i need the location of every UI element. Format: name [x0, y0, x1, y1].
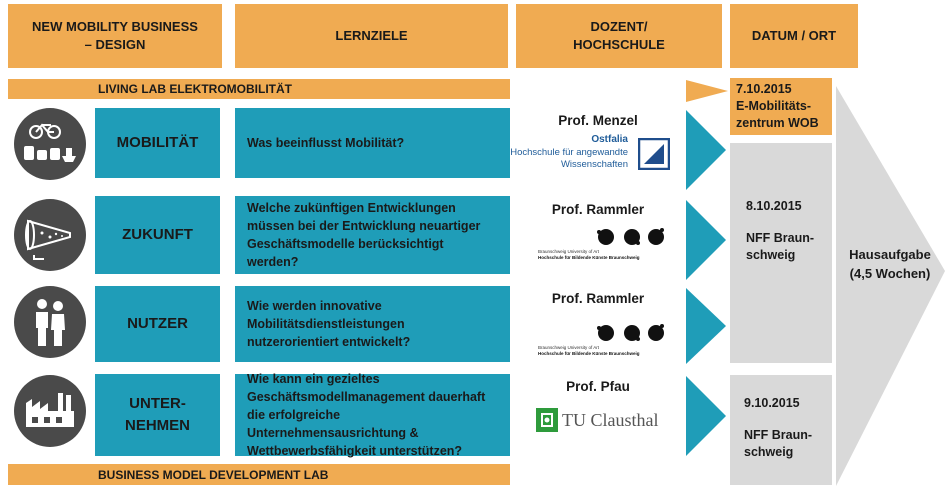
date2-box	[730, 143, 832, 363]
topic-zukunft	[95, 196, 220, 274]
living-lab-bar	[8, 79, 510, 99]
lecturer-1-name: Prof. Menzel	[558, 113, 638, 128]
homework-text	[840, 246, 940, 284]
topic-label: ZUKUNFT	[122, 225, 193, 243]
teal-arrow-1	[686, 110, 726, 190]
mobility-icon	[14, 108, 86, 180]
homework-line1: Hausaufgabe	[849, 247, 931, 262]
date2-place-line2: schweig	[746, 248, 796, 262]
lecturer-3-name: Prof. Rammler	[551, 291, 645, 306]
topic-unternehmen	[95, 374, 220, 456]
header-goals	[235, 4, 508, 68]
date1-arrow	[686, 80, 728, 102]
date1-place-line2: zentrum WOB	[736, 115, 819, 130]
ostfalia-line1: Hochschule für angewandte	[510, 147, 628, 158]
future-icon	[14, 199, 86, 271]
goal-text: Wie werden innovative Mobilitätsdienstleistungen nutzerorientiert entwickelt?	[247, 298, 411, 350]
goal-zukunft	[235, 196, 510, 274]
lecturer-2-name: Prof. Rammler	[551, 202, 645, 217]
goal-unternehmen	[235, 371, 510, 459]
enterprise-icon	[14, 375, 86, 447]
date3-date: 9.10.2015	[744, 396, 800, 410]
living-lab-label: LIVING LAB ELEKTROMOBILITÄT	[98, 82, 292, 96]
header-concept	[8, 4, 222, 68]
hbk-line2: Hochschule für Bildende Künste Braunschweig	[538, 351, 640, 356]
teal-arrow-4	[686, 376, 726, 456]
homework-line2: (4,5 Wochen)	[849, 265, 931, 281]
hbk-logo-2	[536, 322, 666, 360]
ostfalia-logo	[510, 134, 670, 174]
header-date	[730, 4, 858, 68]
tu-label: TU Clausthal	[562, 410, 659, 430]
header-goals-label: LERNZIELE	[335, 28, 408, 44]
topic-label: MOBILITÄT	[116, 133, 199, 151]
header-lecturer	[516, 4, 722, 68]
header-lecturer-line1: DOZENT/	[590, 19, 648, 35]
users-icon	[14, 286, 86, 358]
goal-text: Was beeinflusst Mobilität?	[247, 135, 405, 150]
date1-place-line1: E-Mobilitäts-	[736, 98, 811, 113]
goal-mobilitaet	[235, 108, 510, 178]
tu-clausthal-logo	[536, 408, 676, 436]
date3-box	[730, 375, 832, 485]
topic-label-line2: NEHMEN	[124, 417, 190, 434]
hbk-line1: Braunschweig University of Art	[538, 345, 600, 350]
teal-arrow-3	[686, 288, 726, 364]
topic-nutzer	[95, 286, 220, 362]
header-lecturer-line2: HOCHSCHULE	[573, 37, 665, 52]
homework-arrow	[836, 86, 945, 486]
business-lab-label: BUSINESS MODEL DEVELOPMENT LAB	[98, 467, 329, 482]
goal-text: Welche zukünftigen Entwicklungen müssen bei der Entwicklung neuartiger Geschäftsmodelle berücksichtigt werden?	[247, 200, 481, 270]
ostfalia-name: Ostfalia	[591, 134, 628, 145]
date1-date: 7.10.2015	[736, 82, 792, 96]
hbk-splash-icon	[536, 322, 666, 344]
date1-box	[730, 78, 832, 135]
topic-label: NUTZER	[127, 314, 188, 332]
lecturer-4-name: Prof. Pfau	[566, 379, 630, 394]
header-concept-label: NEW MOBILITY BUSINESS – DESIGN	[32, 19, 198, 52]
tu-crest-icon	[536, 408, 558, 432]
hbk-line2: Hochschule für Bildende Künste Braunschweig	[538, 255, 640, 260]
date2-date: 8.10.2015	[746, 199, 802, 213]
hbk-logo-1	[536, 226, 666, 264]
topic-mobilitaet	[95, 108, 220, 178]
hbk-splash-icon	[536, 226, 666, 248]
teal-arrow-2	[686, 200, 726, 280]
header-date-label: DATUM / ORT	[751, 28, 837, 44]
ostfalia-mark-icon	[638, 138, 670, 170]
date3-place-line1: NFF Braun-	[744, 427, 813, 442]
ostfalia-line2: Wissenschaften	[560, 159, 628, 170]
date2-place-line1: NFF Braun-	[746, 230, 815, 245]
business-lab-bar	[8, 464, 510, 485]
goal-nutzer	[235, 286, 510, 362]
date3-place-line2: schweig	[744, 445, 794, 459]
goal-text: Wie kann ein gezieltes Geschäftsmodellmanagement dauerhaft die erfolgreiche Unternehmensausrichtung & Wettbewerbsfähigkeit unterstützen?	[247, 371, 486, 459]
topic-label-line1: UNTER-	[129, 394, 186, 412]
hbk-line1: Braunschweig University of Art	[538, 249, 600, 254]
